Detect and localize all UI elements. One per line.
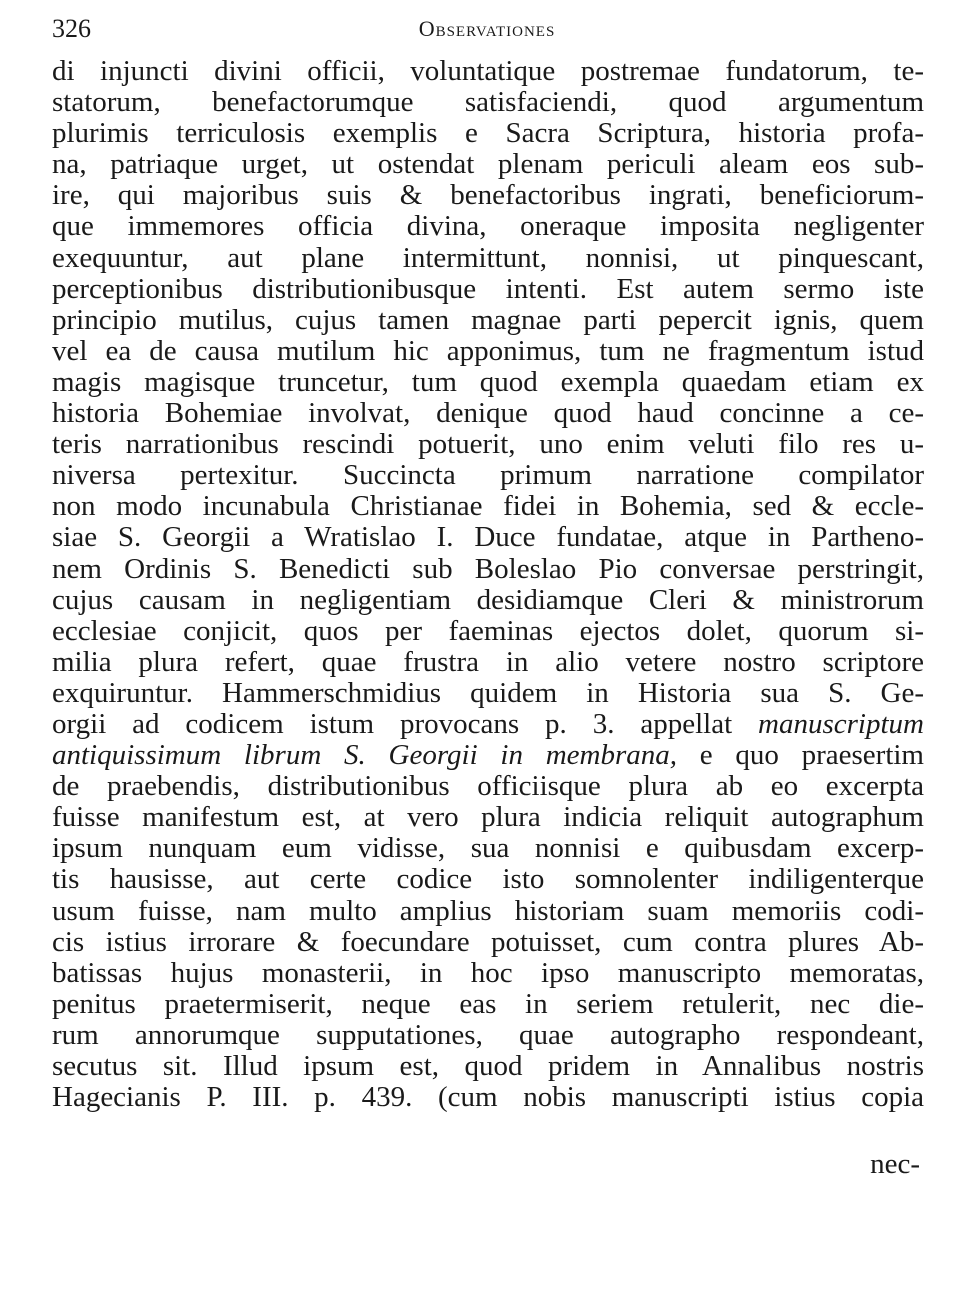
text-line: fuisse manifestum est, at vero plura indicia reliquit autographum — [52, 801, 924, 834]
text-line: exquiruntur. Hammerschmidius quidem in Historia sua S. Ge- — [52, 676, 924, 709]
text-line: exequuntur, aut plane intermittunt, nonnisi, ut pinquescant, — [52, 241, 924, 274]
text-line-with-italic — [52, 740, 924, 771]
text-line: di injuncti divini officii, voluntatique postremae fundatorum, te- — [52, 55, 924, 87]
text-line: niversa pertexitur. Succincta primum narratione compilator — [52, 459, 924, 492]
text-run: orgii ad codicem istum provocans p. 3. appellat — [52, 707, 759, 740]
text-line: rum annorumque supputationes, quae autographo respondeant, — [52, 1018, 924, 1051]
text-line: perceptionibus distributionibusque intenti. Est autem sermo iste — [52, 272, 924, 305]
text-line: secutus sit. Illud ipsum est, quod pridem in Annalibus nostris — [52, 1050, 924, 1082]
text-line: plurimis terriculosis exemplis e Sacra Scriptura, historia profa- — [52, 117, 924, 150]
text-line: nem Ordinis S. Benedicti sub Boleslao Pio conversae perstringit, — [52, 552, 924, 585]
running-head: Observationes — [418, 16, 556, 41]
italic-title: antiquissimum librum S. Georgii in membrana, — [52, 739, 677, 772]
text-line: que immemores officia divina, oneraque imposita negligenter — [52, 210, 924, 243]
text-line: ire, qui majoribus suis & benefactoribus ingrati, beneficiorum- — [52, 179, 924, 212]
text-line: ecclesiae conjicit, quos per faeminas ejectos dolet, quorum si- — [52, 614, 924, 647]
text-line: cis istius irrorare & foecundare potuisset, cum contra plures Ab- — [52, 925, 924, 958]
body-text — [52, 56, 924, 1113]
italic-title: manuscriptum — [758, 707, 924, 740]
text-line: siae S. Georgii a Wratislao I. Duce fundatae, atque in Partheno- — [52, 521, 924, 554]
text-line: non modo incunabula Christianae fidei in Bohemia, sed & eccle- — [52, 490, 924, 523]
text-line: cujus causam in negligentiam desidiamque Cleri & ministrorum — [52, 583, 924, 616]
page-number: 326 — [52, 14, 91, 43]
text-line: statorum, benefactorumque satisfaciendi, quod argumentum — [52, 86, 924, 119]
text-line: na, patriaque urget, ut ostendat plenam periculi aleam eos sub- — [52, 148, 924, 181]
text-line: magis magisque truncetur, tum quod exempla quaedam etiam ex — [52, 365, 924, 398]
text-line: de praebendis, distributionibus officiisque plura ab eo excerpta — [52, 770, 924, 803]
text-line: usum fuisse, nam multo amplius historiam suam memoriis codi- — [52, 894, 924, 927]
catchword: nec- — [870, 1148, 920, 1180]
text-line: batissas hujus monasterii, in hoc ipso manuscripto memoratas, — [52, 956, 924, 989]
text-line: tis hausisse, aut certe codice isto somnolenter indiligenterque — [52, 863, 924, 896]
text-line: principio mutilus, cujus tamen magnae parti pepercit ignis, quem — [52, 303, 924, 336]
page-header — [52, 6, 922, 46]
text-line: vel ea de causa mutilum hic apponimus, tum ne fragmentum istud — [52, 334, 924, 367]
text-line: milia plura refert, quae frustra in alio vetere nostro scriptore — [52, 645, 924, 678]
text-line-with-italic — [52, 709, 924, 740]
text-run: e quo praesertim — [677, 739, 924, 772]
text-line: teris narrationibus rescindi potuerit, uno enim veluti filo res u- — [52, 428, 924, 461]
text-line: penitus praetermiserit, neque eas in seriem retulerit, nec die- — [52, 987, 924, 1020]
text-line: Hagecianis P. III. p. 439. (cum nobis manuscripti istius copia — [52, 1081, 924, 1114]
text-line: historia Bohemiae involvat, denique quod haud concinne a ce- — [52, 397, 924, 430]
text-line: ipsum nunquam eum vidisse, sua nonnisi e quibusdam excerp- — [52, 832, 924, 865]
